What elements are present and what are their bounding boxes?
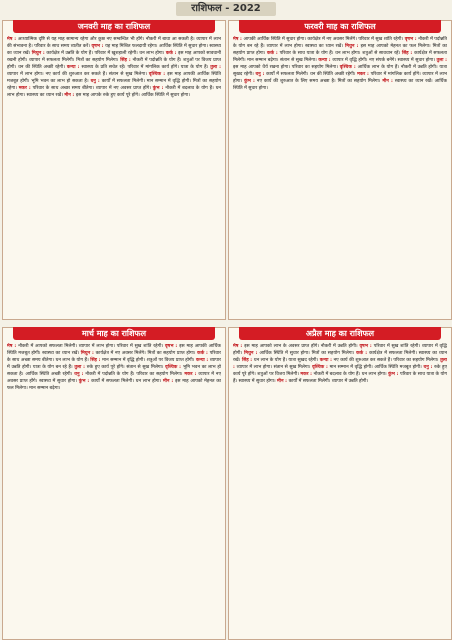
horoscope-entry (318, 58, 436, 63)
zodiac-sign-label: मिथुन : (31, 51, 47, 57)
section-body (7, 343, 221, 636)
zodiac-sign-label: वृश्चिक : (148, 72, 168, 78)
horoscope-text: मान सम्मान में वृद्धि होगी। आर्थिक स्थिति मजबूत होगी। (329, 365, 424, 371)
zodiac-sign-label: कन्या : (318, 58, 333, 64)
zodiac-sign-label: वृश्चिक : (312, 365, 330, 371)
zodiac-sign-label: सिंह : (120, 58, 133, 64)
section-february (228, 20, 452, 320)
zodiac-sign-label: मकर : (18, 86, 33, 92)
horoscope-text: व्यापार में उन्नति होगी। यात्रा के योग बन रहे हैं। (7, 358, 221, 371)
horoscope-entry (74, 372, 184, 377)
zodiac-sign-label: मकर : (300, 372, 314, 378)
zodiac-sign-label: मिथुन : (345, 44, 361, 50)
zodiac-sign-label: मिथुन : (80, 351, 96, 357)
horoscope-text: इस माह आपकी आर्थिक स्थिति मजबूत होगी। भूमि भवन का लाभ हो सकता है। (7, 72, 221, 85)
horoscope-text: नौकरी में पदोन्नति के योग हैं। शत्रुओं पर विजय प्राप्त होगी। धन की स्थिति अच्छी रहेगी। (7, 58, 221, 71)
horoscope-entry (300, 372, 388, 377)
horoscope-text: परिवार के साथ अच्छा समय बीतेगा। व्यापार में नए अवसर प्राप्त होंगे। (32, 86, 153, 92)
zodiac-sign-label: कुंभ : (244, 79, 257, 85)
zodiac-sign-label: वृषभ : (359, 344, 374, 349)
horoscope-text: कार्यक्षेत्र में सफलता मिलेगी। मान सम्मान बढ़ेगा। संतान से सुख मिलेगा। (233, 51, 447, 64)
section-april (228, 327, 452, 640)
horoscope-entry (233, 37, 405, 42)
horoscope-text: कार्यों में सफलता मिलेगी। धन की स्थिति अच्छी रहेगी। (266, 72, 358, 78)
zodiac-sign-label: मीन : (277, 379, 289, 385)
zodiac-sign-label: तुला : (74, 365, 87, 371)
horoscope-text: रुके हुए कार्य पूरे होंगे। संतान से सुख मिलेगा। (86, 365, 166, 371)
zodiac-sign-label: कन्या : (319, 358, 334, 364)
zodiac-sign-label: कन्या : (66, 65, 82, 71)
section-body (233, 36, 447, 316)
horoscope-text: कार्यों में सफलता मिलेगी। धन लाभ होगा। (91, 379, 163, 385)
zodiac-sign-label: कर्क : (267, 51, 280, 57)
horoscope-text: कार्यक्षेत्र में सफलता मिलेगी। स्वास्थ्य का ध्यान रखें। (233, 351, 447, 364)
horoscope-text: इस माह आपको लाभ के अवसर प्राप्त होंगे। नौकरी में उन्नति होगी। (244, 344, 360, 349)
zodiac-sign-label: वृषभ : (404, 37, 419, 42)
horoscope-text: यह माह मिश्रित फलदायी रहेगा। आर्थिक स्थिति में सुधार होगा। स्वास्थ्य का ध्यान रखें। (7, 44, 221, 57)
zodiac-sign-label: मीन : (64, 93, 76, 99)
zodiac-sign-label: कर्क : (356, 351, 370, 357)
zodiac-sign-label: मकर : (357, 72, 371, 78)
horoscope-text: नए कार्य की शुरुआत कर सकते हैं। परिवार का सहयोग मिलेगा। (333, 358, 441, 364)
zodiac-sign-label: कुंभ : (78, 379, 92, 385)
horoscope-entry (19, 86, 153, 91)
horoscope-text: मान सम्मान में वृद्धि होगी। शत्रुओं पर विजय प्राप्त होगी। (102, 358, 196, 364)
horoscope-entry (277, 379, 368, 384)
zodiac-sign-label: सिंह : (241, 358, 254, 364)
horoscope-text: नौकरी में बदलाव के योग हैं। धन लाभ होगा। (313, 372, 389, 378)
zodiac-sign-label: सिंह : (401, 51, 415, 57)
horoscope-text: इस माह आपको मेहनत का फल मिलेगा। मान सम्मान बढ़ेगा। (7, 379, 221, 392)
horoscope-text: कार्यक्षेत्र में नए अवसर मिलेंगे। मित्रों का सहयोग प्राप्त होगा। (95, 351, 198, 357)
horoscope-entry (32, 51, 166, 56)
horoscope-text: आर्थिक लाभ के योग हैं। नौकरी में उन्नति होगी। यात्रा सुखद रहेगी। (233, 65, 447, 78)
horoscope-text: नए कार्य की शुरुआत के लिए समय अच्छा है। मित्रों का सहयोग मिलेगा। (256, 79, 383, 85)
horoscope-text: आपकी आर्थिक स्थिति में सुधार होगा। कार्यक्षेत्र में नए अवसर मिलेंगे। परिवार में सुख शांति रहेगी। (243, 37, 405, 42)
zodiac-sign-label: मिथुन : (244, 351, 260, 357)
zodiac-sign-label: सिंह : (90, 358, 103, 364)
horoscope-entry (90, 358, 196, 363)
zodiac-sign-label: वृषभ : (164, 344, 180, 349)
zodiac-sign-label: तुला : (210, 65, 221, 71)
horoscope-entry (267, 51, 402, 56)
section-march (2, 327, 226, 640)
horoscope-text: स्वास्थ्य का ध्यान रखें। आर्थिक स्थिति में सुधार होगा। (233, 79, 447, 92)
horoscope-entry (242, 358, 320, 363)
horoscope-text: कार्यों में सफलता मिलेगी। मान सम्मान में वृद्धि होगी। मित्रों का सहयोग रहेगा। (7, 79, 221, 92)
page-header (0, 0, 452, 20)
horoscope-text: इस माह आपको सावधानी रखनी होगी। व्यापार में सफलता मिलेगी। मित्रों का सहयोग मिलेगा। (7, 51, 221, 64)
horoscope-entry (244, 79, 382, 84)
horoscope-text: आध्यात्मिक दृष्टि से यह माह सामान्य रहेगा और कुछ नए सम्बन्धित भी होंगे। नौकरी में बाधा आ सकती है। व्यापार में लाभ की संभावना है। परिवार के साथ समय व्यतीत करें। (7, 37, 221, 50)
zodiac-sign-label: कर्क : (197, 351, 210, 357)
zodiac-sign-label: मकर : (184, 372, 199, 378)
zodiac-sign-label: धनु : (255, 72, 267, 78)
horoscope-text: व्यापार में लाभ होगा। संतान से सुख मिलेगा। (236, 365, 313, 371)
section-title: मार्च माह का राशिफल (13, 327, 215, 340)
horoscope-entry (320, 358, 440, 363)
zodiac-sign-label: धनु : (423, 365, 435, 371)
horoscope-entry (81, 351, 197, 356)
zodiac-sign-label: कर्क : (165, 51, 179, 57)
zodiac-sign-label: तुला : (233, 358, 447, 371)
zodiac-sign-label: कन्या : (195, 358, 210, 364)
horoscope-text: आर्थिक स्थिति में सुधार होगा। मित्रों का सहयोग मिलेगा। (259, 351, 357, 357)
horoscope-text: परिवार के साथ यात्रा के योग हैं। धन लाभ होगा। शत्रुओं से सावधान रहें। (279, 51, 402, 57)
horoscope-text: कार्यों में सफलता मिलेगी। व्यापार में उन्नति होगी। (288, 379, 369, 385)
section-title: फरवरी माह का राशिफल (239, 20, 441, 33)
horoscope-entry (64, 93, 190, 98)
horoscope-text: परिवार में सुख शांति रहेगी। व्यापार में वृद्धि होगी। (233, 344, 447, 357)
horoscope-text: इस माह आपको मेहनत का फल मिलेगा। मित्रों का सहयोग प्राप्त होगा। (233, 44, 447, 57)
horoscope-text: रुके हुए कार्य पूरे होंगे। शत्रुओं पर विजय मिलेगी। (233, 365, 447, 378)
horoscope-text: नौकरी में पदोन्नति के योग हैं। परिवार का सहयोग मिलेगा। (85, 372, 185, 378)
horoscope-entry (244, 351, 356, 356)
horoscope-text: भूमि भवन का लाभ हो सकता है। आर्थिक स्थिति अच्छी रहेगी। (7, 365, 221, 378)
section-january (2, 20, 226, 320)
horoscope-text: व्यापार में वृद्धि होगी। नए संपर्क बनेंगे। स्वास्थ्य में सुधार होगा। (332, 58, 437, 64)
zodiac-sign-label: मीन : (162, 379, 176, 385)
horoscope-text: इस माह आपको धैर्य रखना होगा। परिवार का सहयोग मिलेगा। (233, 65, 340, 71)
horoscope-text: परिवार के साथ अच्छा समय बीतेगा। धन लाभ के योग हैं। (7, 351, 221, 364)
section-title: जनवरी माह का राशिफल (13, 20, 215, 33)
page-title: राशिफल - 2022 (176, 2, 276, 16)
horoscope-text: नौकरी में आपको सफलता मिलेगी। व्यापार में लाभ होगा। परिवार में सुख शांति रहेगी। (18, 344, 165, 349)
zodiac-sign-label: वृश्चिक : (165, 365, 183, 371)
zodiac-sign-label: धनु : (74, 372, 86, 378)
horoscope-text: इस माह आपकी आर्थिक स्थिति मजबूत होगी। स्वास्थ्य का ध्यान रखें। (7, 344, 221, 357)
zodiac-sign-label: कुंभ : (388, 372, 400, 378)
horoscope-text: इस माह आपके रुके हुए कार्य पूरे होंगे। आर्थिक स्थिति में सुधार होगा। (75, 93, 190, 99)
section-title: अप्रैल माह का राशिफल (239, 327, 441, 340)
zodiac-sign-label: मीन : (382, 79, 395, 85)
zodiac-sign-label: वृषभ : (91, 44, 106, 50)
zodiac-sign-label: तुला : (436, 58, 447, 64)
horoscope-text: धन लाभ के योग हैं। यात्रा सुखद रहेगी। (253, 358, 320, 364)
horoscope-entry (312, 365, 423, 370)
section-body (7, 36, 221, 316)
horoscope-entry (233, 344, 359, 349)
horoscope-text: व्यापार में नए अवसर प्राप्त होंगे। स्वास्थ्य में सुधार होगा। (7, 372, 221, 385)
horoscope-text: नौकरी में बदलाव के योग हैं। धन लाभ होगा। स्वास्थ्य का ध्यान रखें। (7, 86, 221, 99)
zodiac-sign-label: वृश्चिक : (339, 65, 358, 71)
horoscope-entry (255, 72, 357, 77)
zodiac-sign-label: धनु : (90, 79, 102, 85)
horoscope-text: स्वास्थ्य के प्रति सचेत रहें। परिवार में मांगलिक कार्य होंगे। यात्रा के योग हैं। (81, 65, 211, 71)
zodiac-sign-label: कुंभ : (152, 86, 166, 92)
horoscope-text: परिवार में मांगलिक कार्य होंगे। व्यापार में लाभ होगा। (233, 72, 447, 85)
zodiac-sign-label: मेष : (233, 344, 245, 349)
horoscope-entry (74, 365, 165, 370)
horoscope-entry (67, 65, 210, 70)
zodiac-sign-label: मेष : (7, 37, 18, 42)
horoscope-entry (79, 379, 163, 384)
horoscope-text: व्यापार में लाभ होगा। नए कार्य की शुरुआत कर सकते हैं। संतान से सुख मिलेगा। (7, 72, 149, 78)
zodiac-sign-label: मेष : (233, 37, 244, 42)
section-body (233, 343, 447, 636)
horoscope-text: कार्यक्षेत्र में उन्नति के योग हैं। परिवार में खुशहाली रहेगी। धन लाभ होगा। (46, 51, 166, 57)
horoscope-entry (7, 344, 165, 349)
horoscope-text: परिवार के साथ यात्रा के योग हैं। स्वास्थ्य में सुधार होगा। (233, 372, 447, 385)
zodiac-sign-label: मेष : (7, 344, 19, 349)
horoscope-text: नौकरी में पदोन्नति के योग बन रहे हैं। व्यापार में लाभ होगा। स्वास्थ्य का ध्यान रखें। (233, 37, 447, 50)
